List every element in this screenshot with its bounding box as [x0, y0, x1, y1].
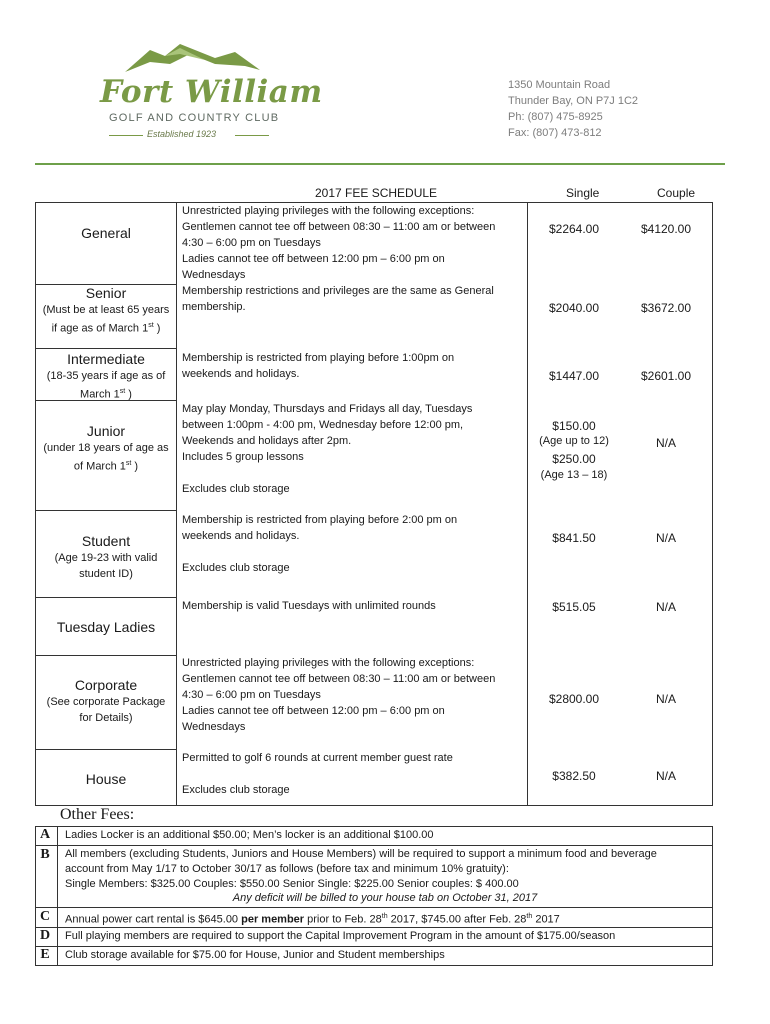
row-divider [35, 510, 177, 511]
other-fees-title: Other Fees: [60, 806, 135, 823]
club-address [508, 77, 638, 141]
row-divider [35, 749, 177, 750]
table-border [712, 202, 713, 806]
desc-line: weekends and holidays. [182, 530, 300, 542]
logo-title: Fort William [100, 74, 323, 110]
fee-e-text: Club storage available for $75.00 for House, Junior and Student memberships [65, 949, 445, 961]
fees-border [35, 826, 713, 827]
logo-established: Established 1923 [147, 129, 217, 139]
price-couple-student: N/A [655, 531, 676, 545]
description-student [182, 512, 457, 576]
address-phone: Ph: (807) 475-8925 [508, 111, 603, 123]
price-single-student: $841.50 [552, 531, 596, 545]
description-intermediate [182, 350, 454, 382]
fee-a-text: Ladies Locker is an additional $50.00; Men’s locker is an additional $100.00 [65, 829, 434, 841]
price-single-general: $2264.00 [548, 222, 600, 236]
description-house [182, 750, 453, 798]
desc-line: Gentlemen cannot tee off between 08:30 – 11:00 am or between [182, 673, 496, 685]
price-couple-tuesday-ladies: N/A [655, 600, 676, 614]
fee-letter-e: E [40, 947, 50, 962]
fees-border [35, 845, 713, 846]
column-single: Single [566, 186, 600, 200]
club-logo [95, 40, 323, 145]
price-couple-general: $4120.00 [640, 222, 692, 236]
price-couple-senior: $3672.00 [640, 301, 692, 315]
category-student-note: (Age 19-23 with valid student ID) [54, 552, 158, 580]
price-couple-house: N/A [655, 769, 676, 783]
fee-b-note: Any deficit will be billed to your house tab on October 31, 2017 [232, 892, 538, 904]
category-corporate: Corporate [74, 677, 138, 693]
category-general: General [81, 225, 131, 241]
desc-line: Gentlemen cannot tee off between 08:30 – 11:00 am or between [182, 221, 496, 233]
fee-c-sup: th [381, 913, 388, 920]
desc-line: Includes 5 group lessons [182, 451, 304, 463]
desc-line: 4:30 – 6:00 pm on Tuesdays [182, 237, 321, 249]
fee-c-text [65, 909, 560, 928]
table-border [176, 202, 177, 806]
fee-b-line: All members (excluding Students, Juniors and House Members) will be required to support a minimum food and beverage [65, 848, 657, 860]
description-corporate [182, 655, 495, 735]
fee-b-line: account from May 1/17 to October 30/17 as follows (before tax and minimum 10% gratuity): [65, 863, 509, 875]
row-divider [35, 597, 177, 598]
description-tuesday-ladies [182, 598, 436, 614]
desc-spacer [182, 766, 453, 782]
fee-c-bold: per member [241, 913, 305, 926]
fee-b-text [65, 847, 657, 892]
fee-c-part: prior to Feb. 28 [304, 913, 382, 926]
table-border [527, 202, 528, 806]
fee-schedule-title: 2017 FEE SCHEDULE [315, 186, 438, 200]
category-junior: Junior [86, 423, 126, 439]
desc-line: 4:30 – 6:00 pm on Tuesdays [182, 689, 321, 701]
desc-line: between 1:00pm - 4:00 pm, Wednesday before 12:00 pm, [182, 419, 464, 431]
desc-line: Membership is restricted from playing before 1:00pm on [182, 352, 455, 364]
price-single-junior-note: (Age up to 12) [539, 435, 609, 447]
desc-spacer [182, 465, 472, 481]
row-divider [35, 348, 177, 349]
header-divider [35, 163, 725, 165]
fees-border [35, 965, 713, 966]
price-couple-junior: N/A [655, 436, 676, 450]
table-border [35, 805, 713, 806]
price-single-intermediate: $1447.00 [548, 369, 600, 383]
category-tuesday-ladies: Tuesday Ladies [56, 619, 156, 635]
price-single-junior-2: $250.00 [552, 452, 596, 466]
address-fax: Fax: (807) 473-812 [508, 127, 602, 139]
description-general [182, 203, 495, 283]
fees-border [35, 907, 713, 908]
desc-line: weekends and holidays. [182, 368, 300, 380]
category-corporate-note: (See corporate Package for Details) [46, 696, 166, 724]
desc-line: Wednesdays [182, 269, 246, 281]
desc-line: Wednesdays [182, 721, 246, 733]
fee-b-line: Single Members: $325.00 Couples: $550.00 Senior Single: $225.00 Senior couples: $ 400.00 [65, 878, 519, 890]
address-city: Thunder Bay, ON P7J 1C2 [508, 95, 639, 107]
desc-line: Membership is restricted from playing before 2:00 pm on [182, 514, 458, 526]
category-student: Student [81, 533, 131, 549]
fees-border [712, 826, 713, 966]
fee-c-part: 2017 [532, 913, 560, 926]
desc-line: Unrestricted playing privileges with the following exceptions: [182, 657, 475, 669]
desc-line: Excludes club storage [182, 784, 290, 796]
description-senior [182, 283, 494, 315]
desc-line: Ladies cannot tee off between 12:00 pm – 6:00 pm on [182, 705, 445, 717]
fee-c-sup: th [526, 913, 533, 920]
desc-line: membership. [182, 301, 246, 313]
category-house: House [85, 771, 127, 787]
price-couple-corporate: N/A [655, 692, 676, 706]
price-single-junior-note-2: (Age 13 – 18) [540, 469, 608, 481]
fees-border [35, 826, 36, 966]
fee-letter-c: C [39, 909, 51, 924]
fee-d-text: Full playing members are required to support the Capital Improvement Program in the amount of $175.00/season [65, 930, 616, 942]
price-single-senior: $2040.00 [548, 301, 600, 315]
desc-line: May play Monday, Thursdays and Fridays all day, Tuesdays [182, 403, 473, 415]
price-single-house: $382.50 [552, 769, 596, 783]
column-couple: Couple [657, 186, 696, 200]
logo-rule-right [235, 135, 269, 136]
category-senior: Senior [85, 285, 127, 301]
desc-line: Weekends and holidays after 2pm. [182, 435, 352, 447]
desc-spacer [182, 544, 457, 560]
logo-subtitle: GOLF AND COUNTRY CLUB [109, 112, 280, 124]
category-junior-note: (under 18 years of age as of March 1st ) [43, 442, 169, 473]
price-single-tuesday-ladies: $515.05 [552, 600, 596, 614]
desc-line: Permitted to golf 6 rounds at current member guest rate [182, 752, 453, 764]
price-single-junior: $150.00 [552, 419, 596, 433]
category-intermediate: Intermediate [67, 351, 145, 367]
fee-letter-a: A [39, 827, 51, 842]
desc-line: Excludes club storage [182, 562, 290, 574]
desc-line: Excludes club storage [182, 483, 290, 495]
row-divider [35, 655, 177, 656]
category-senior-note: (Must be at least 65 years if age as of March 1st ) [42, 304, 170, 335]
price-single-corporate: $2800.00 [548, 692, 600, 706]
desc-line: Unrestricted playing privileges with the following exceptions: [182, 205, 475, 217]
description-junior [182, 401, 472, 497]
fee-c-part: 2017, $745.00 after Feb. 28 [387, 913, 527, 926]
fee-letter-d: D [39, 928, 51, 943]
fees-border [35, 946, 713, 947]
desc-line: Membership restrictions and privileges are the same as General [182, 285, 494, 297]
address-street: 1350 Mountain Road [508, 79, 611, 91]
logo-rule-left [109, 135, 143, 136]
fee-c-part: Annual power cart rental is $645.00 [65, 913, 242, 926]
fee-letter-b: B [40, 847, 50, 862]
desc-line: Ladies cannot tee off between 12:00 pm – 6:00 pm on [182, 253, 445, 265]
category-intermediate-note: (18-35 years if age as of March 1st ) [46, 370, 166, 401]
price-couple-intermediate: $2601.00 [640, 369, 692, 383]
desc-line: Membership is valid Tuesdays with unlimited rounds [182, 600, 436, 612]
